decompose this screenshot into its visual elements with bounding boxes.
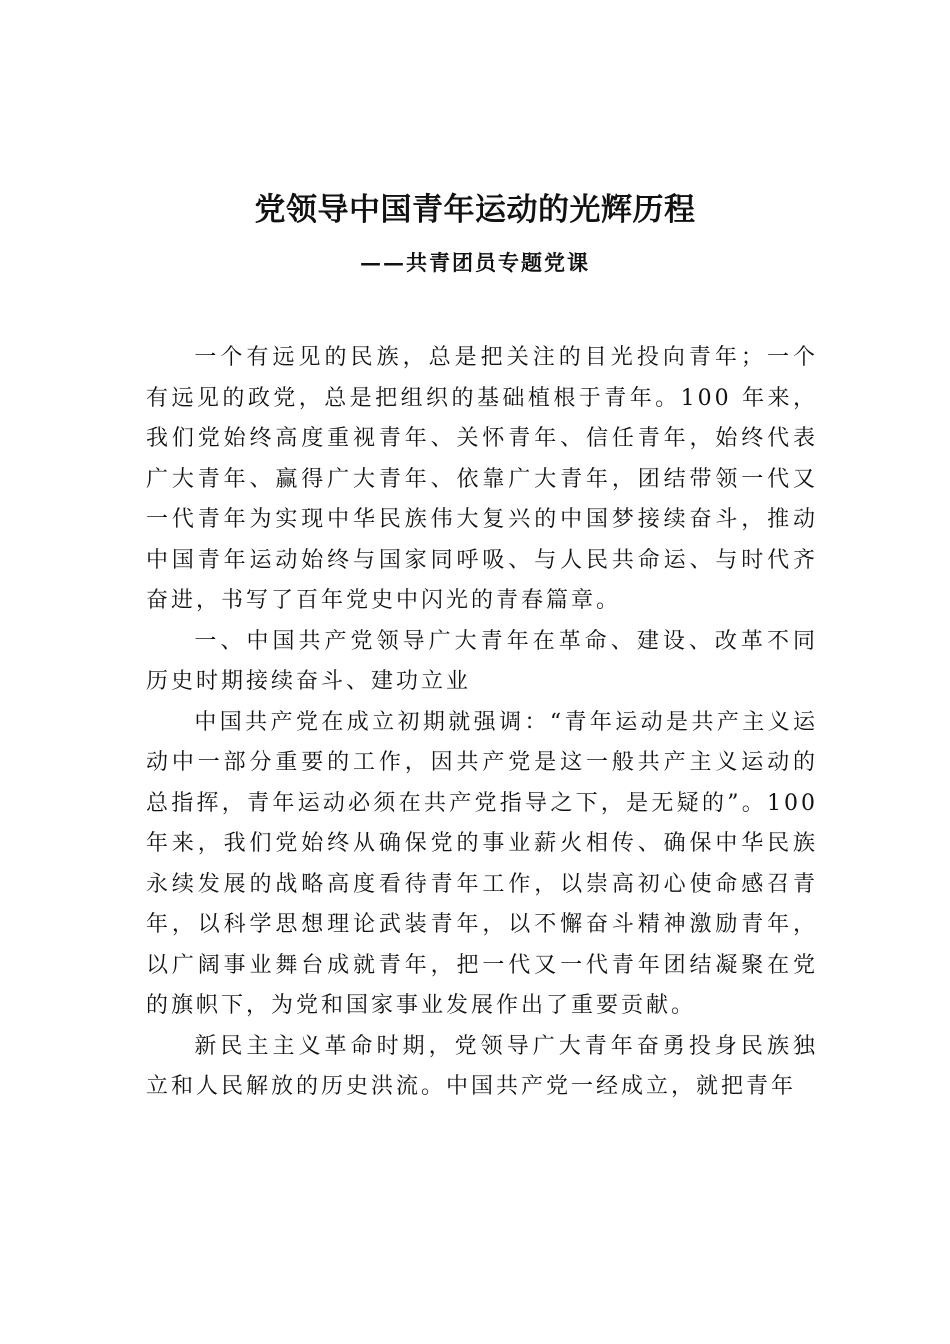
document-subtitle: ——共青团员专题党课 xyxy=(360,250,590,275)
paragraph-new-democratic-revolution: 新民主主义革命时期，党领导广大青年奋勇投身民族独立和人民解放的历史洪流。中国共产党一经成立，就把青年 xyxy=(146,1033,818,1099)
document-body xyxy=(146,338,818,1108)
document-title: 党领导中国青年运动的光辉历程 xyxy=(254,192,696,228)
section-heading: 一、中国共产党领导广大青年在革命、建设、改革不同历史时期接续奋斗、建功立业 xyxy=(146,628,818,694)
paragraph-party-youth-work: 中国共产党在成立初期就强调：“青年运动是共产主义运动中一部分重要的工作，因共产党是这一般共产主义运动的总指挥，青年运动必须在共产党指导之下，是无疑的”。100 年来，我们党始终从确保党的事业薪火相传、确保中华民族永续发展的战略高度看待青年工作，以崇高初心使命感召青年，以科学思想理论武装青年，以不懈奋斗精神激励青年，以广阔事业舞台成就青年，把一代又一代青年团结凝聚在党的旗帜下，为党和国家事业发展作出了重要贡献。 xyxy=(146,709,818,1018)
paragraph-intro: 一个有远见的民族，总是把关注的目光投向青年；一个有远见的政党，总是把组织的基础植根于青年。100 年来，我们党始终高度重视青年、关怀青年、信任青年，始终代表广大青年、赢得广大青年、依靠广大青年，团结带领一代又一代青年为实现中华民族伟大复兴的中国梦接续奋斗，推动中国青年运动始终与国家同呼吸、与人民共命运、与时代齐奋进，书写了百年党史中闪光的青春篇章。 xyxy=(146,345,818,613)
